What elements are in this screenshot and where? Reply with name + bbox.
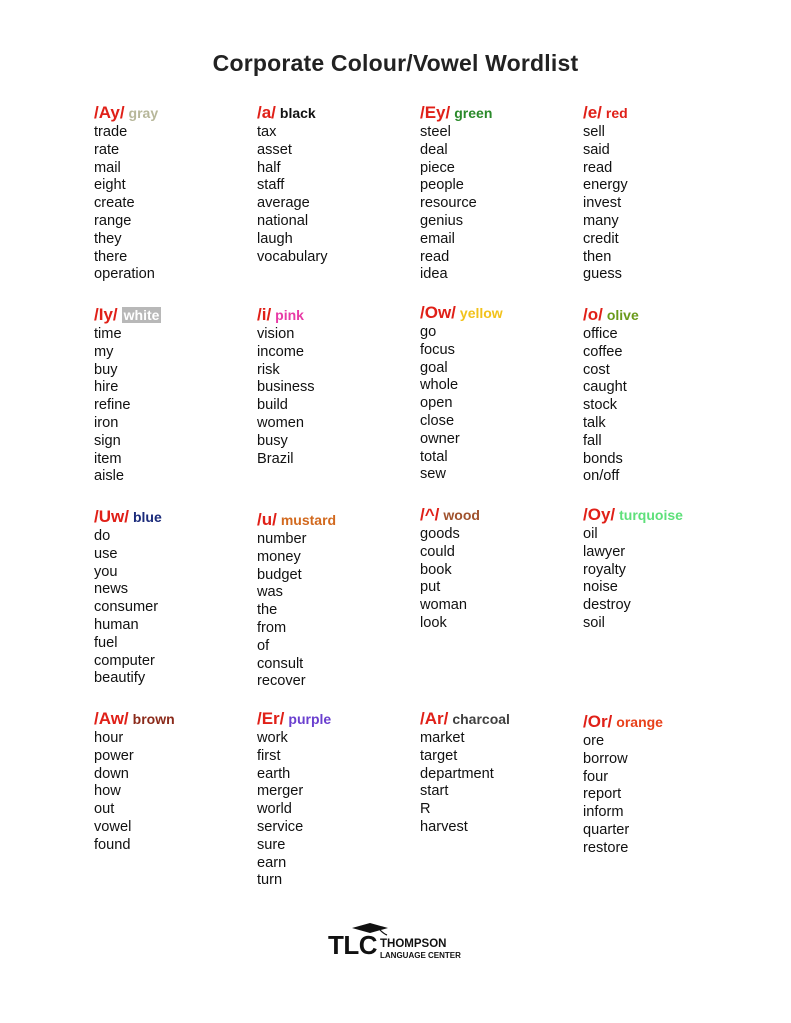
tlc-logo xyxy=(328,922,478,964)
word-item: power xyxy=(94,747,134,764)
logo-abbr: TLC xyxy=(328,930,378,960)
word-item: vowel xyxy=(94,818,132,835)
word-item: range xyxy=(94,212,132,229)
word-item: asset xyxy=(257,141,292,158)
word-item: destroy xyxy=(583,597,631,614)
vowel-symbol: /u/ xyxy=(257,510,277,529)
page-title: Corporate Colour/Vowel Wordlist xyxy=(212,50,579,76)
word-item: fall xyxy=(583,432,602,449)
word-item: vocabulary xyxy=(257,248,328,265)
vowel-group xyxy=(420,505,570,633)
word-item: you xyxy=(94,563,118,580)
vowel-group xyxy=(420,709,570,837)
word-item: consult xyxy=(257,655,304,672)
logo-line1: THOMPSON xyxy=(380,938,447,950)
word-item: eight xyxy=(94,177,126,194)
word-item: talk xyxy=(583,414,606,431)
vowel-heading xyxy=(583,305,733,326)
word-item: department xyxy=(420,765,494,782)
word-item: income xyxy=(257,343,305,360)
word-item: trade xyxy=(94,124,128,140)
color-name: green xyxy=(454,105,493,121)
color-name: mustard xyxy=(280,512,337,528)
word-item: invest xyxy=(583,195,622,212)
vowel-symbol: /Oy/ xyxy=(583,505,616,524)
word-item: from xyxy=(257,619,287,636)
color-name: blue xyxy=(132,509,162,525)
vowel-group xyxy=(420,103,570,284)
vowel-group xyxy=(257,305,407,468)
word-item: consumer xyxy=(94,599,159,616)
logo-line2: LANGUAGE CENTER xyxy=(380,951,461,960)
vowel-group xyxy=(583,305,733,486)
word-item: book xyxy=(420,561,452,578)
word-item: world xyxy=(257,801,292,818)
vowel-heading xyxy=(94,305,244,326)
word-item: women xyxy=(257,414,305,431)
color-name: charcoal xyxy=(452,711,510,727)
word-item: refine xyxy=(94,397,131,414)
vowel-group xyxy=(257,103,407,266)
vowel-symbol: /i/ xyxy=(257,305,272,324)
vowel-heading xyxy=(420,505,570,526)
vowel-symbol: /e/ xyxy=(583,103,602,122)
word-item: email xyxy=(420,230,455,247)
word-item: goal xyxy=(420,359,448,376)
word-item: goods xyxy=(420,526,460,542)
word-item: four xyxy=(583,768,609,785)
word-item: down xyxy=(94,765,129,782)
word-item: idea xyxy=(420,266,448,283)
word-item: woman xyxy=(420,597,468,614)
word-item: guess xyxy=(583,266,622,283)
word-item: out xyxy=(94,801,115,818)
word-item: busy xyxy=(257,432,288,449)
vowel-group xyxy=(94,103,244,284)
word-item: look xyxy=(420,614,447,631)
word-item: national xyxy=(257,212,309,229)
word-item: lawyer xyxy=(583,543,626,560)
vowel-group xyxy=(94,507,244,688)
word-item: said xyxy=(583,141,610,158)
vowel-heading xyxy=(257,103,407,124)
word-item: read xyxy=(583,159,613,176)
word-item: sure xyxy=(257,836,286,853)
color-name: red xyxy=(605,105,628,121)
word-item: beautify xyxy=(94,670,146,687)
vowel-symbol: /Ay/ xyxy=(94,103,125,122)
word-item: whole xyxy=(420,377,459,394)
word-item: R xyxy=(420,801,431,818)
word-item: cost xyxy=(583,361,610,378)
word-item: sell xyxy=(583,124,605,140)
vowel-group xyxy=(94,709,244,855)
word-item: found xyxy=(94,836,131,853)
word-item: budget xyxy=(257,566,302,583)
word-item: iron xyxy=(94,414,119,431)
word-item: inform xyxy=(583,804,624,821)
vowel-group xyxy=(257,510,407,691)
word-item: report xyxy=(583,786,622,803)
word-item: work xyxy=(257,730,288,746)
vowel-group xyxy=(420,303,570,484)
word-item: noise xyxy=(583,579,618,596)
word-item: put xyxy=(420,579,441,596)
word-item: coffee xyxy=(583,343,623,360)
vowel-group xyxy=(257,709,407,890)
word-item: bonds xyxy=(583,450,623,467)
word-item: earn xyxy=(257,854,287,871)
word-item: staff xyxy=(257,177,285,194)
word-item: laugh xyxy=(257,230,293,247)
color-name: black xyxy=(279,105,316,121)
word-item: stock xyxy=(583,397,618,414)
vowel-group xyxy=(583,103,733,284)
word-item: resource xyxy=(420,195,477,212)
word-item: deal xyxy=(420,141,448,158)
word-item: rate xyxy=(94,141,120,158)
vowel-symbol: /Ow/ xyxy=(420,303,456,322)
color-name: white xyxy=(123,307,160,323)
word-item: sew xyxy=(420,466,446,483)
color-name: wood xyxy=(443,507,480,523)
vowel-symbol: /Or/ xyxy=(583,712,613,731)
word-item: service xyxy=(257,818,304,835)
color-name: purple xyxy=(288,711,332,727)
word-item: soil xyxy=(583,614,605,631)
word-item: build xyxy=(257,397,288,414)
vowel-symbol: /^/ xyxy=(420,505,440,524)
word-item: hire xyxy=(94,379,119,396)
word-item: credit xyxy=(583,230,619,247)
word-item: recover xyxy=(257,673,306,690)
word-item: owner xyxy=(420,430,460,447)
word-item: people xyxy=(420,177,464,194)
vowel-heading xyxy=(583,505,733,526)
vowel-symbol: /Uw/ xyxy=(94,507,129,526)
vowel-heading xyxy=(420,709,570,730)
color-name: gray xyxy=(128,105,159,121)
vowel-symbol: /o/ xyxy=(583,305,603,324)
color-name: yellow xyxy=(459,305,503,321)
vowel-heading xyxy=(583,103,733,124)
word-item: restore xyxy=(583,839,629,856)
word-item: there xyxy=(94,248,128,265)
color-name: pink xyxy=(275,307,304,323)
word-item: computer xyxy=(94,652,155,669)
word-item: piece xyxy=(420,159,455,176)
color-name: olive xyxy=(606,307,639,323)
word-item: buy xyxy=(94,361,118,378)
word-item: create xyxy=(94,195,135,212)
vowel-heading xyxy=(257,709,407,730)
word-item: aisle xyxy=(94,468,125,485)
word-item: focus xyxy=(420,341,455,358)
word-item: office xyxy=(583,326,618,342)
word-item: item xyxy=(94,450,122,467)
word-item: genius xyxy=(420,212,464,229)
vowel-heading xyxy=(583,712,733,733)
word-item: Brazil xyxy=(257,450,294,467)
word-item: total xyxy=(420,448,448,465)
word-item: money xyxy=(257,548,301,565)
word-item: average xyxy=(257,195,310,212)
word-item: turn xyxy=(257,872,283,889)
vowel-symbol: /Ey/ xyxy=(420,103,451,122)
vowel-heading xyxy=(420,303,570,324)
word-item: of xyxy=(257,637,270,654)
word-item: caught xyxy=(583,379,627,396)
vowel-symbol: /Er/ xyxy=(257,709,285,728)
word-item: half xyxy=(257,159,281,176)
word-item: number xyxy=(257,531,307,547)
word-item: then xyxy=(583,248,612,265)
vowel-heading xyxy=(420,103,570,124)
vowel-heading xyxy=(257,510,407,531)
word-item: open xyxy=(420,395,453,412)
word-item: business xyxy=(257,379,315,396)
word-item: oil xyxy=(583,526,598,542)
word-item: tax xyxy=(257,124,277,140)
word-item: market xyxy=(420,730,465,746)
word-item: sign xyxy=(94,432,121,449)
word-item: how xyxy=(94,783,121,800)
word-item: human xyxy=(94,616,139,633)
word-item: could xyxy=(420,543,455,560)
word-item: steel xyxy=(420,124,451,140)
word-item: was xyxy=(257,584,283,601)
word-item: do xyxy=(94,528,111,544)
word-item: read xyxy=(420,248,450,265)
word-item: many xyxy=(583,212,619,229)
word-item: use xyxy=(94,545,118,562)
word-item: my xyxy=(94,343,114,360)
vowel-symbol: /Iy/ xyxy=(94,305,118,324)
vowel-group xyxy=(583,505,733,633)
word-item: close xyxy=(420,412,455,429)
word-item: risk xyxy=(257,361,280,378)
word-item: the xyxy=(257,602,278,619)
word-item: target xyxy=(420,747,458,764)
vowel-symbol: /a/ xyxy=(257,103,276,122)
word-item: news xyxy=(94,581,129,598)
word-item: earth xyxy=(257,765,291,782)
color-name: turquoise xyxy=(619,507,683,523)
vowel-group xyxy=(583,712,733,858)
word-item: quarter xyxy=(583,821,630,838)
word-item: first xyxy=(257,747,281,764)
word-item: time xyxy=(94,326,122,342)
color-name: orange xyxy=(616,714,663,730)
color-name: brown xyxy=(132,711,175,727)
word-item: operation xyxy=(94,266,155,283)
word-item: vision xyxy=(257,326,295,342)
word-item: ore xyxy=(583,733,605,749)
word-item: go xyxy=(420,324,437,340)
word-item: borrow xyxy=(583,750,628,767)
vowel-heading xyxy=(257,305,407,326)
vowel-heading xyxy=(94,103,244,124)
word-item: energy xyxy=(583,177,628,194)
vowel-symbol: /Aw/ xyxy=(94,709,129,728)
word-item: royalty xyxy=(583,561,626,578)
word-item: they xyxy=(94,230,122,247)
word-item: harvest xyxy=(420,818,468,835)
word-item: mail xyxy=(94,159,121,176)
word-item: start xyxy=(420,783,449,800)
vowel-symbol: /Ar/ xyxy=(420,709,449,728)
vowel-heading xyxy=(94,507,244,528)
word-item: on/off xyxy=(583,468,620,485)
vowel-heading xyxy=(94,709,244,730)
word-item: fuel xyxy=(94,634,118,651)
word-item: hour xyxy=(94,730,124,746)
word-item: merger xyxy=(257,783,304,800)
vowel-group xyxy=(94,305,244,486)
